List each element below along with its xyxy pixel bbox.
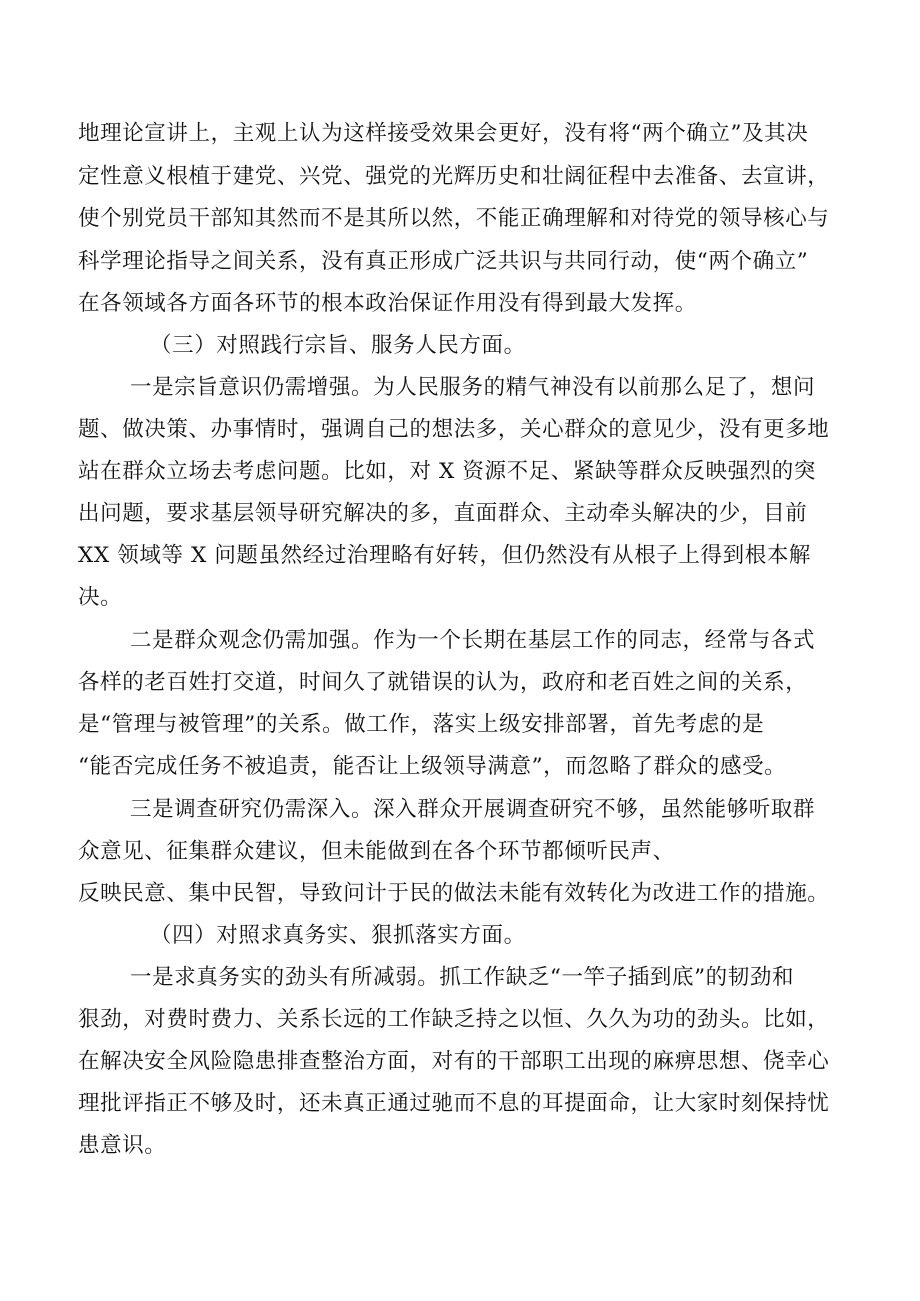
- section-heading: （三）对照践行宗旨、服务人民方面。: [150, 333, 526, 358]
- text-line: XX 领域等 X 问题虽然经过治理略有好转，但仍然没有从根子上得到根本解: [78, 543, 812, 568]
- text-line: 患意识。: [78, 1133, 167, 1158]
- text-line: 定性意义根植于建党、兴党、强党的光辉历史和壮阔征程中去准备、去宣讲，: [78, 164, 830, 189]
- text-line: 出问题，要求基层领导研究解决的多，直面群众、主动牵头解决的少，目前: [78, 501, 808, 526]
- text-line: 地理论宣讲上，主观上认为这样接受效果会更好，没有将“两个确立”及其决: [78, 121, 809, 146]
- text-line: 题、做决策、办事情时，强调自己的想法多，关心群众的意见少，没有更多地: [78, 417, 830, 442]
- text-line: 是“管理与被管理”的关系。做工作，落实上级安排部署，首先考虑的是: [78, 712, 765, 737]
- text-line: 狠劲，对费时费力、关系长远的工作缺乏持之以恒、久久为功的劲头。比如，: [78, 1007, 830, 1032]
- text-line: 理批评指正不够及时，还未真正通过驰而不息的耳提面命，让大家时刻保持忧: [78, 1091, 830, 1116]
- text-line: “能否完成任务不被追责，能否让上级领导满意”，而忽略了群众的感受。: [78, 754, 787, 779]
- text-line: 一是求真务实的劲头有所减弱。抓工作缺乏“一竿子插到底”的韧劲和: [130, 965, 795, 990]
- text-line: 二是群众观念仍需加强。作为一个长期在基层工作的同志，经常与各式: [130, 628, 816, 653]
- text-line: 在各领域各方面各环节的根本政治保证作用没有得到最大发挥。: [78, 291, 697, 316]
- text-line: 站在群众立场去考虑问题。比如，对 X 资源不足、紧缺等群众反映强烈的突: [78, 459, 816, 484]
- text-line: 三是调查研究仍需深入。深入群众开展调查研究不够，虽然能够听取群: [130, 797, 816, 822]
- text-line: 众意见、征集群众建议，但未能做到在各个环节都倾听民声、: [78, 839, 675, 864]
- text-line: 使个别党员干部知其然而不是其所以然，不能正确理解和对待党的领导核心与: [78, 206, 830, 231]
- text-line: 在解决安全风险隐患排查整治方面，对有的干部职工出现的麻痹思想、侥幸心: [78, 1049, 830, 1074]
- section-heading: （四）对照求真务实、狠抓落实方面。: [150, 923, 526, 948]
- text-line: 各样的老百姓打交道，时间久了就错误的认为，政府和老百姓之间的关系，: [78, 670, 808, 695]
- text-line: 一是宗旨意识仍需增强。为人民服务的精气神没有以前那么足了，想问: [130, 375, 816, 400]
- text-line: 决。: [78, 585, 123, 610]
- text-line: 反映民意、集中民智，导致问计于民的做法未能有效转化为改进工作的措施。: [78, 881, 830, 906]
- text-line: 科学理论指导之间关系，没有真正形成广泛共识与共同行动，使“两个确立”: [78, 249, 809, 274]
